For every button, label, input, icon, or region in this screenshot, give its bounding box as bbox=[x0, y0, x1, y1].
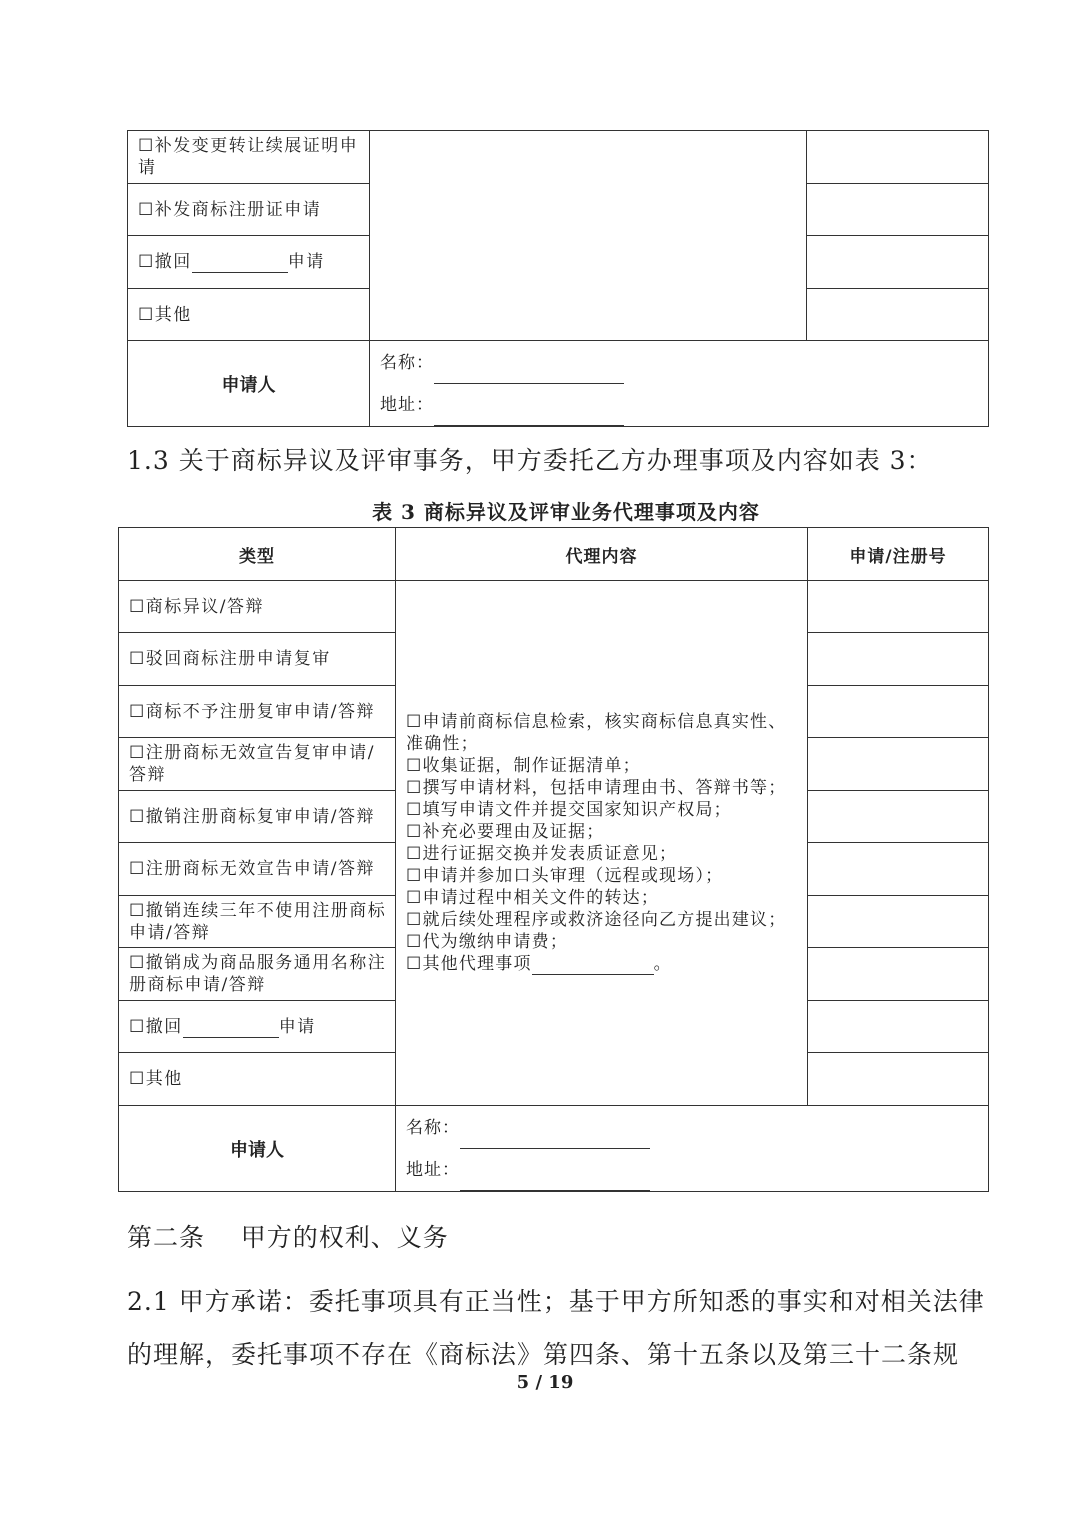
type-label: ☐商标异议/答辩 bbox=[129, 596, 264, 617]
reg-number-cell[interactable] bbox=[808, 1053, 989, 1106]
content-item: ☐申请前商标信息检索，核实商标信息真实性、 bbox=[406, 712, 787, 732]
applicant-fields bbox=[370, 341, 989, 427]
reg-number-cell[interactable] bbox=[807, 184, 989, 236]
type-cell bbox=[119, 633, 396, 686]
address-label: 地址： bbox=[406, 1159, 460, 1180]
type-cell bbox=[119, 843, 396, 896]
type-cell bbox=[119, 1001, 396, 1053]
type-cell bbox=[119, 948, 396, 1001]
type-cell bbox=[119, 738, 396, 791]
section-1-3-text: 1.3 关于商标异议及评审事务，甲方委托乙方办理事项及内容如表 3： bbox=[127, 446, 933, 475]
type-cell bbox=[128, 131, 370, 184]
type-cell bbox=[119, 1053, 396, 1106]
withdraw-row bbox=[128, 251, 369, 273]
type-cell bbox=[119, 686, 396, 738]
type-cell bbox=[128, 236, 370, 289]
content-item: ☐收集证据，制作证据清单； bbox=[406, 756, 641, 776]
address-label: 地址： bbox=[380, 394, 434, 415]
reg-number-cell[interactable] bbox=[808, 738, 989, 791]
article-2-line-2: 的理解，委托事项不存在《商标法》第四条、第十五条以及第三十二条规 bbox=[127, 1340, 960, 1369]
name-blank[interactable] bbox=[460, 1118, 650, 1149]
type-label: ☐商标不予注册复审申请/答辩 bbox=[129, 701, 375, 722]
type-label: ☐补发商标注册证申请 bbox=[138, 199, 322, 220]
type-label: ☐其他 bbox=[129, 1069, 183, 1089]
name-blank[interactable] bbox=[434, 353, 624, 384]
withdraw-suffix: 申请 bbox=[287, 252, 325, 272]
name-field bbox=[370, 342, 988, 384]
type-label: ☐撤销注册商标复审申请/答辩 bbox=[129, 806, 375, 827]
content-item: ☐补充必要理由及证据； bbox=[406, 822, 605, 842]
type-cell bbox=[128, 289, 370, 341]
address-field bbox=[396, 1149, 988, 1191]
type-cell bbox=[119, 791, 396, 843]
address-blank[interactable] bbox=[434, 395, 624, 426]
page-number: 5 / 19 bbox=[516, 1372, 574, 1393]
content-item: ☐代为缴纳申请费； bbox=[406, 932, 569, 952]
content-item: 准确性； bbox=[406, 734, 479, 754]
reg-number-cell[interactable] bbox=[807, 131, 989, 184]
withdraw-blank[interactable] bbox=[192, 258, 288, 273]
content-item-other bbox=[406, 953, 803, 975]
reg-number-cell[interactable] bbox=[808, 948, 989, 1001]
address-blank[interactable] bbox=[460, 1160, 650, 1191]
header-content: 代理内容 bbox=[396, 528, 808, 581]
content-cell bbox=[370, 131, 807, 341]
table3-caption: 表 3 商标异议及评审业务代理事项及内容 bbox=[372, 500, 760, 524]
name-field bbox=[396, 1107, 988, 1149]
type-label: ☐其他 bbox=[138, 304, 192, 325]
reg-number-cell[interactable] bbox=[808, 896, 989, 948]
withdraw-blank[interactable] bbox=[183, 1023, 279, 1038]
header-type: 类型 bbox=[119, 528, 396, 581]
reg-number-cell[interactable] bbox=[808, 791, 989, 843]
applicant-label: 申请人 bbox=[119, 1106, 396, 1192]
type-cell bbox=[128, 184, 370, 236]
reg-number-cell[interactable] bbox=[808, 686, 989, 738]
reg-number-cell[interactable] bbox=[807, 289, 989, 341]
type-label: ☐注册商标无效宣告复审申请/答辩 bbox=[129, 743, 375, 785]
header-reg-number: 申请/注册号 bbox=[808, 528, 989, 581]
type-cell bbox=[119, 896, 396, 948]
content-list bbox=[396, 711, 807, 975]
applicant-label: 申请人 bbox=[128, 341, 370, 427]
withdraw-suffix: 申请 bbox=[278, 1016, 316, 1037]
withdraw-prefix: ☐撤回 bbox=[138, 252, 192, 272]
content-item: ☐撰写申请材料，包括申请理由书、答辩书等； bbox=[406, 778, 787, 798]
applicant-fields bbox=[396, 1106, 989, 1192]
top-table bbox=[127, 130, 989, 427]
table3 bbox=[118, 527, 989, 1192]
content-item: ☐申请过程中相关文件的转达； bbox=[406, 888, 660, 908]
reg-number-cell[interactable] bbox=[808, 633, 989, 686]
article-2-line-1: 2.1 甲方承诺：委托事项具有正当性；基于甲方所知悉的事实和对相关法律 bbox=[127, 1287, 985, 1316]
type-label: ☐驳回商标注册申请复审 bbox=[129, 649, 331, 669]
reg-number-cell[interactable] bbox=[808, 581, 989, 633]
content-item: ☐进行证据交换并发表质证意见； bbox=[406, 844, 678, 864]
type-label: ☐注册商标无效宣告申请/答辩 bbox=[129, 859, 375, 879]
reg-number-cell[interactable] bbox=[808, 843, 989, 896]
type-label: ☐补发变更转让续展证明申请 bbox=[138, 136, 359, 178]
content-item: ☐填写申请文件并提交国家知识产权局； bbox=[406, 800, 732, 820]
address-field bbox=[370, 384, 988, 426]
other-item-blank[interactable] bbox=[532, 960, 654, 975]
type-cell bbox=[119, 581, 396, 633]
type-label: ☐撤销成为商品服务通用名称注册商标申请/答辩 bbox=[129, 953, 387, 995]
reg-number-cell[interactable] bbox=[807, 236, 989, 289]
withdraw-prefix: ☐撤回 bbox=[129, 1016, 183, 1037]
reg-number-cell[interactable] bbox=[808, 1001, 989, 1053]
type-label: ☐撤销连续三年不使用注册商标申请/答辩 bbox=[129, 900, 387, 943]
content-item: ☐申请并参加口头审理（远程或现场）； bbox=[406, 866, 724, 886]
article-2-title: 第二条 甲方的权利、义务 bbox=[127, 1223, 449, 1252]
withdraw-row bbox=[119, 1016, 395, 1038]
other-item-suffix: 。 bbox=[653, 954, 672, 974]
content-cell bbox=[396, 581, 808, 1106]
content-item: ☐就后续处理程序或救济途径向乙方提出建议； bbox=[406, 910, 787, 930]
name-label: 名称： bbox=[380, 352, 434, 373]
other-item-prefix: ☐其他代理事项 bbox=[406, 954, 532, 974]
name-label: 名称： bbox=[406, 1117, 460, 1138]
